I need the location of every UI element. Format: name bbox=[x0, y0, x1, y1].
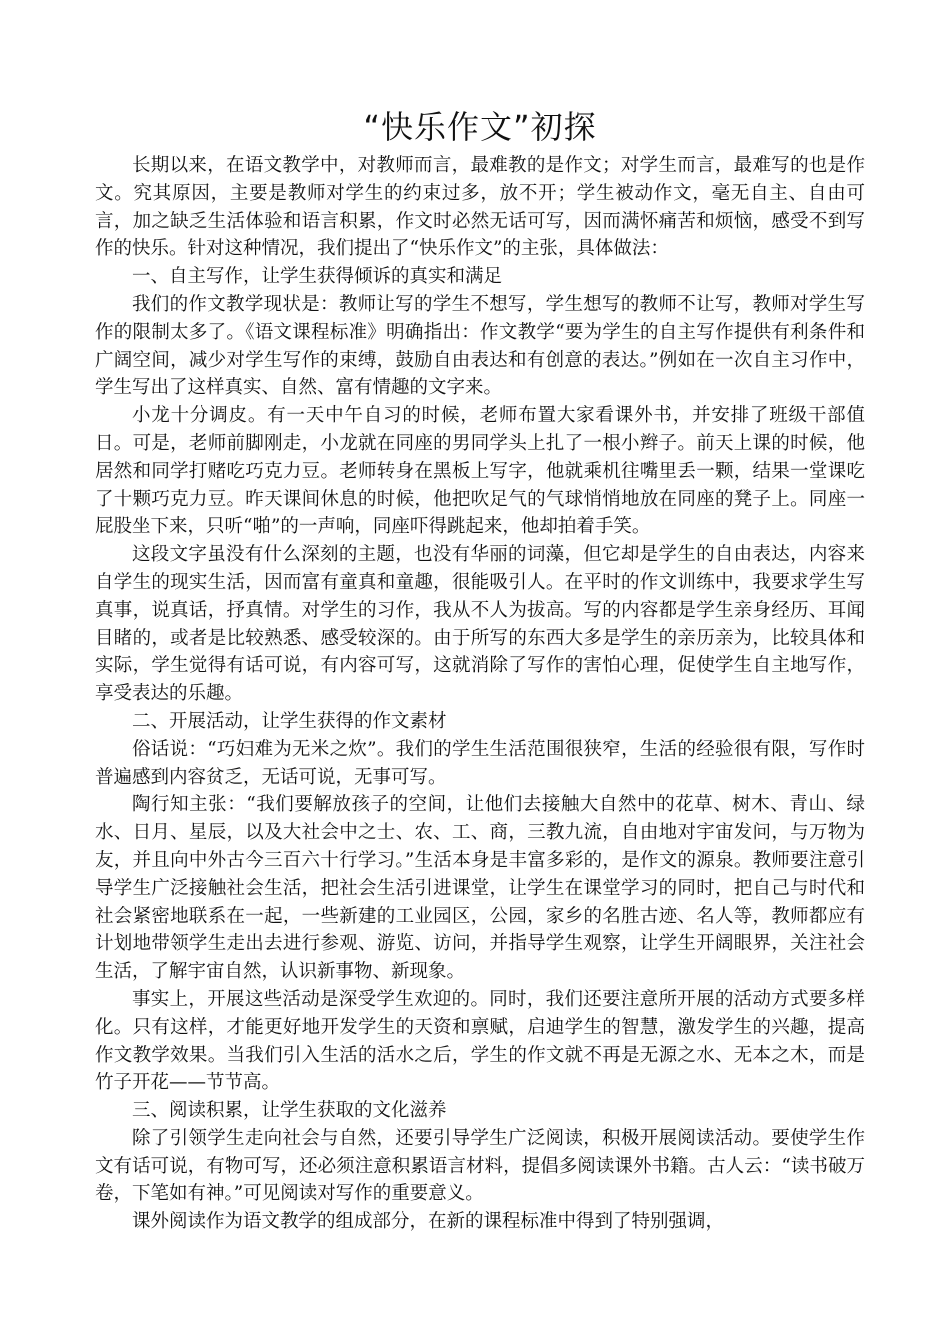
paragraph: 我们的作文教学现状是：教师让写的学生不想写，学生想写的教师不让写，教师对学生写作的限制太多了。《语文课程标准》明确指出：作文教学“要为学生的自主写作提供有利条件和广阔空间，减少对学生写作的束缚，鼓励自由表达和有创意的表达。”例如在一次自主习作中，学生写出了这样真实、自然、富有情趣的文字来。 bbox=[95, 293, 865, 399]
paragraph: 陶行知主张：“我们要解放孩子的空间，让他们去接触大自然中的花草、树木、青山、绿水、日月、星辰，以及大社会中之士、农、工、商，三教九流，自由地对宇宙发问，与万物为友，并且向中外古今三百六十行学习。”生活本身是丰富多彩的，是作文的源泉。教师要注意引导学生广泛接触社会生活，把社会生活引进课堂，让学生在课堂学习的同时，把自己与时代和社会紧密地联系在一起，一些新建的工业园区，公园，家乡的名胜古迹、名人等，教师都应有计划地带领学生走出去进行参观、游览、访问，并指导学生观察，让学生开阔眼界，关注社会生活，了解宇宙自然，认识新事物、新现象。 bbox=[95, 794, 865, 983]
section-heading-3: 三、阅读积累，让学生获取的文化滋养 bbox=[132, 1100, 447, 1122]
paragraph-intro: 长期以来，在语文教学中，对教师而言，最难教的是作文；对学生而言，最难写的也是作文。究其原因，主要是教师对学生的约束过多，放不开；学生被动作文，毫无自主、自由可言，加之缺乏生活体验和语言积累，作文时必然无话可写，因而满怀痛苦和烦恼，感受不到写作的快乐。针对这种情况，我们提出了“快乐作文”的主张，具体做法： bbox=[95, 155, 865, 260]
section-heading-2: 二、开展活动，让学生获得的作文素材 bbox=[132, 710, 447, 732]
document-title: “快乐作文”初探 bbox=[363, 108, 597, 146]
paragraph: 除了引领学生走向社会与自然，还要引导学生广泛阅读，积极开展阅读活动。要使学生作文有话可说，有物可写，还必须注意积累语言材料，提倡多阅读课外书籍。古人云：“读书破万卷，下笔如有神。”可见阅读对写作的重要意义。 bbox=[95, 1127, 865, 1205]
paragraph: 课外阅读作为语文教学的组成部分，在新的课程标准中得到了特别强调， bbox=[132, 1211, 725, 1233]
paragraph: 事实上，开展这些活动是深受学生欢迎的。同时，我们还要注意所开展的活动方式要多样化。只有这样，才能更好地开发学生的天资和禀赋，启迪学生的智慧，激发学生的兴趣，提高作文教学效果。当我们引入生活的活水之后，学生的作文就不再是无源之水、无本之木，而是竹子开花——节节高。 bbox=[95, 988, 865, 1094]
paragraph: 俗话说：“巧妇难为无米之炊”。我们的学生生活范围很狭窄，生活的经验很有限，写作时普遍感到内容贫乏，无话可说，无事可写。 bbox=[95, 738, 865, 788]
paragraph: 这段文字虽没有什么深刻的主题，也没有华丽的词藻，但它却是学生的自由表达，内容来自学生的现实生活，因而富有童真和童趣，很能吸引人。在平时的作文训练中，我要求学生写真事，说真话，抒真情。对学生的习作，我从不人为拔高。写的内容都是学生亲身经历、耳闻目睹的，或者是比较熟悉、感受较深的。由于所写的东西大多是学生的亲历亲为，比较具体和实际，学生觉得有话可说，有内容可写，这就消除了写作的害怕心理，促使学生自主地写作，享受表达的乐趣。 bbox=[95, 544, 865, 705]
paragraph-example: 小龙十分调皮。有一天中午自习的时候，老师布置大家看课外书，并安排了班级干部值日。可是，老师前脚刚走，小龙就在同座的男同学头上扎了一根小辫子。前天上课的时候，他居然和同学打赌吃巧克力豆。老师转身在黑板上写字，他就乘机往嘴里丢一颗，结果一堂课吃了十颗巧克力豆。昨天课间休息的时候，他把吹足气的气球悄悄地放在同座的凳子上。同座一屁股坐下来，只听“啪”的一声响，同座吓得跳起来，他却拍着手笑。 bbox=[95, 405, 865, 538]
document-page bbox=[95, 104, 865, 1236]
section-heading-1: 一、自主写作，让学生获得倾诉的真实和满足 bbox=[132, 266, 503, 288]
